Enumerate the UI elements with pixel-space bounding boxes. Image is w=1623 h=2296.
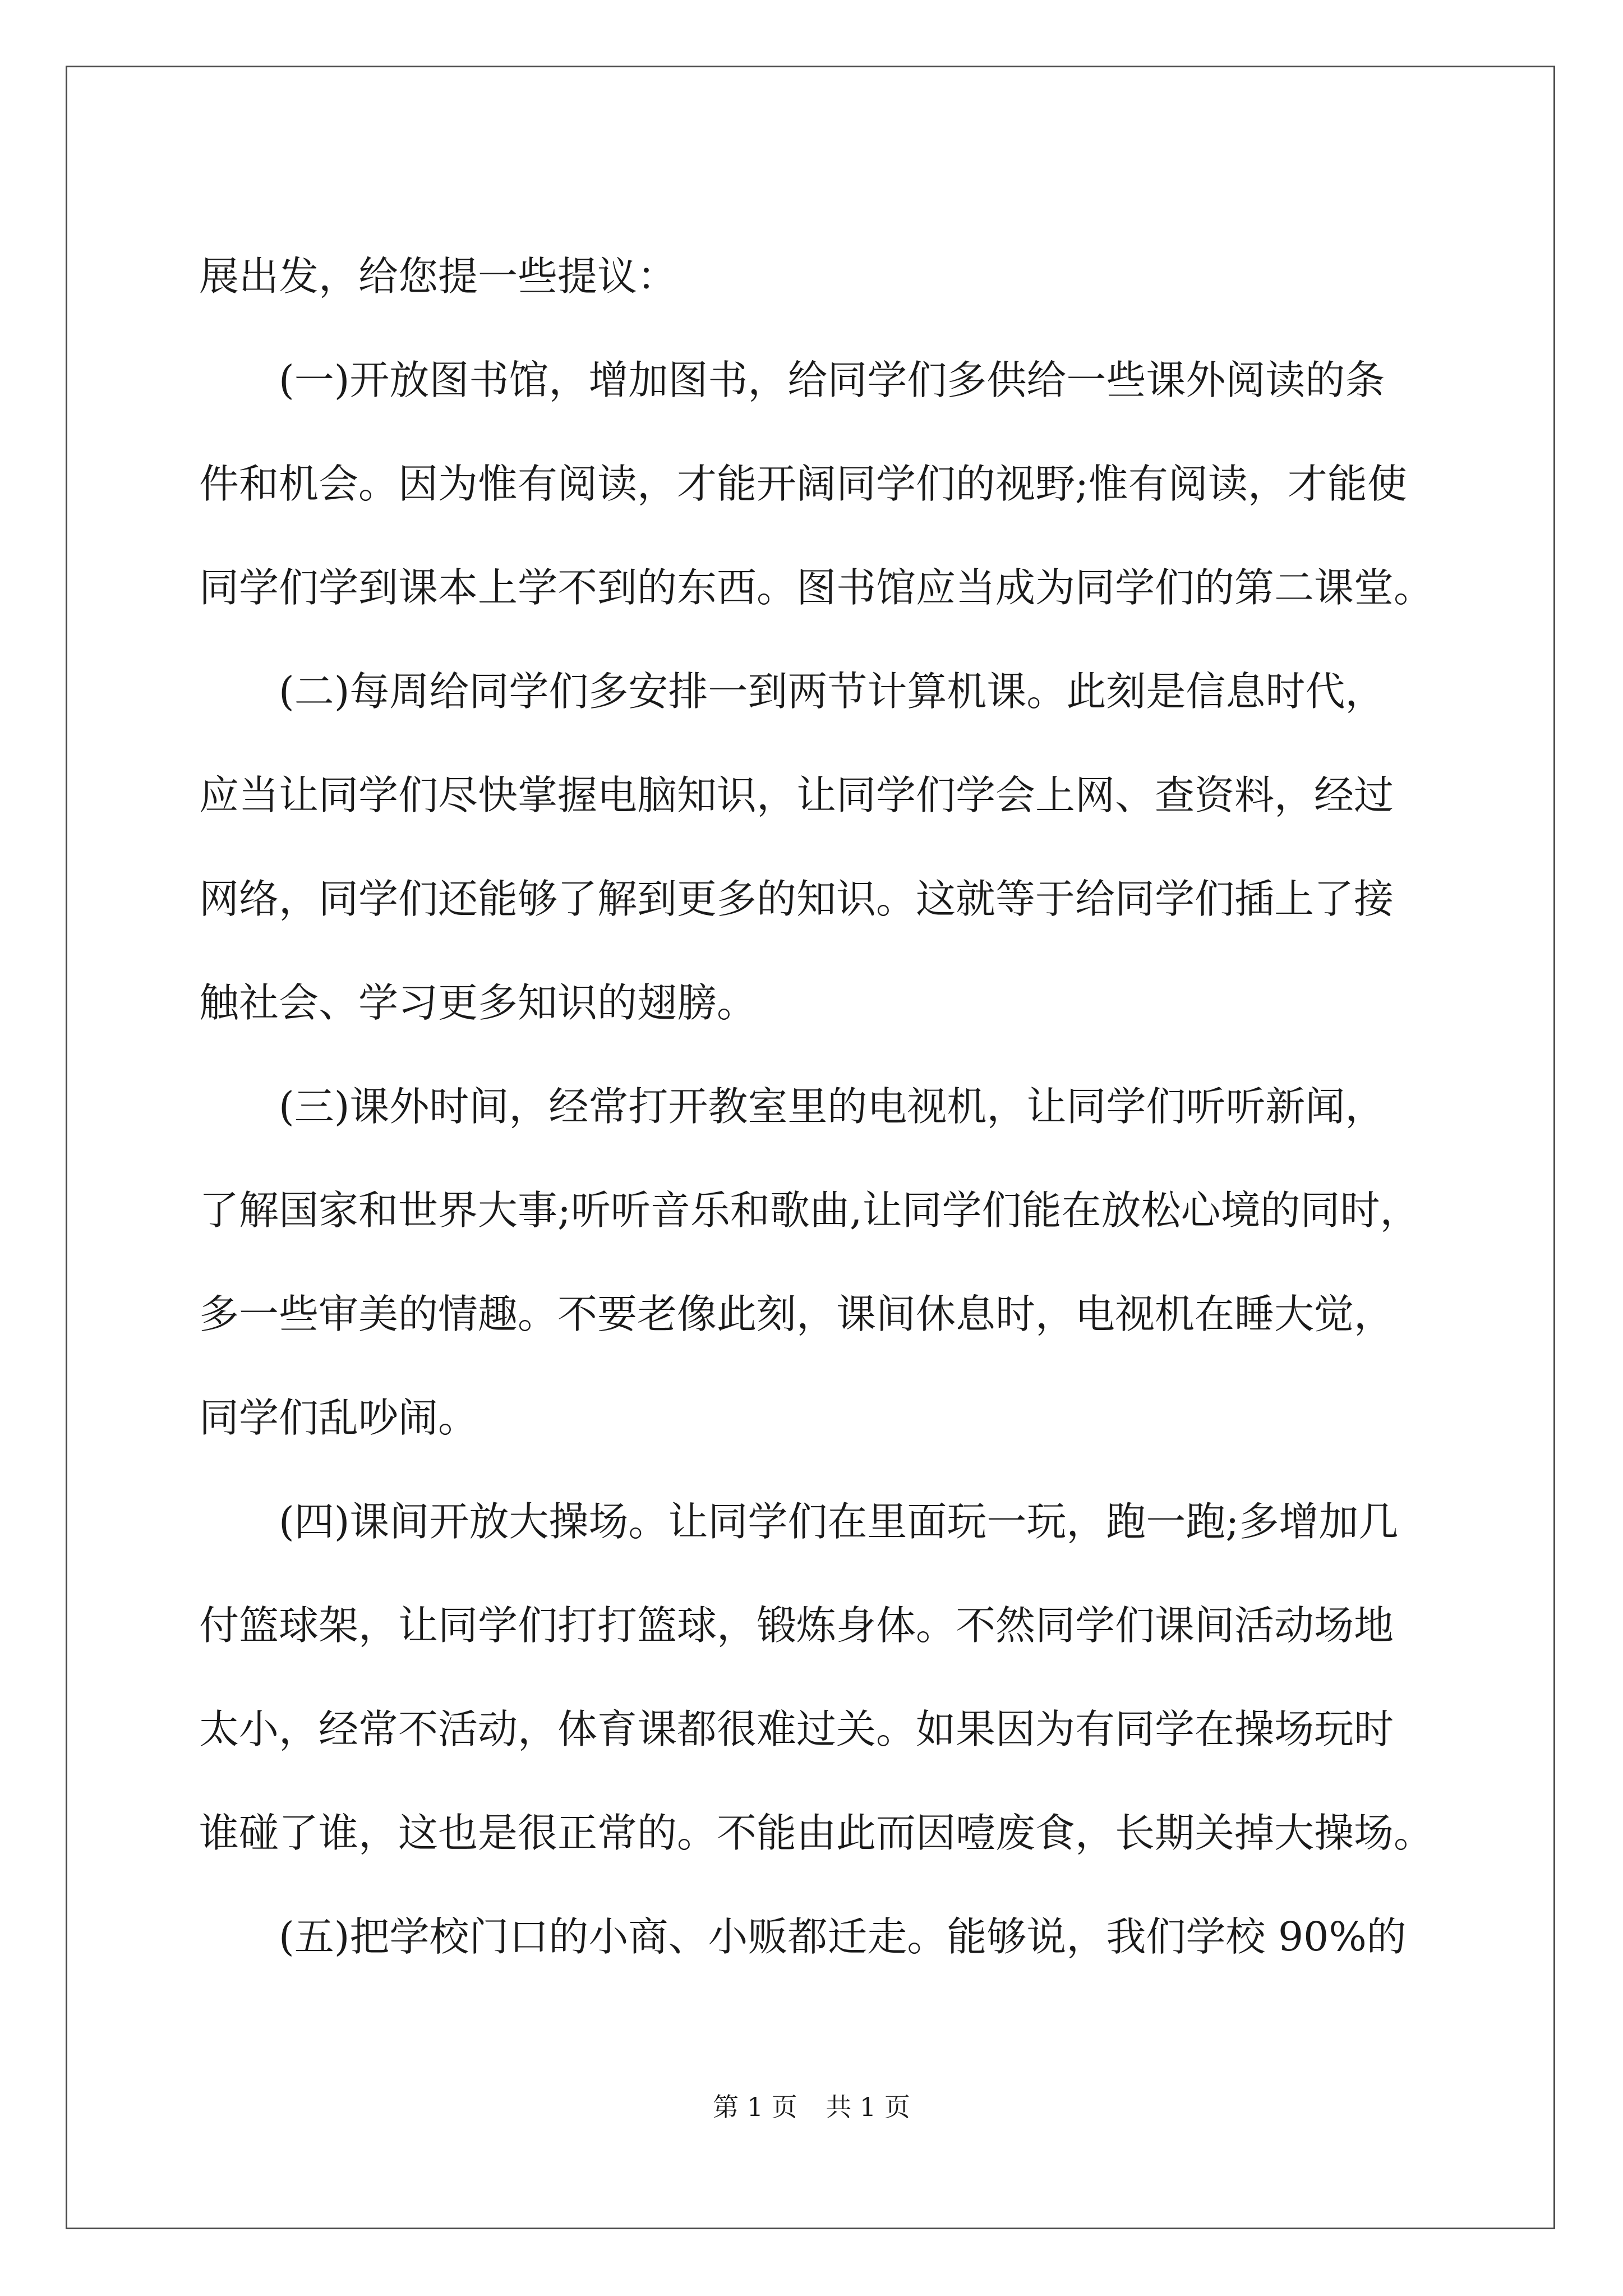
page-footer [0,2087,1623,2124]
text-line: 同学们乱吵闹。 [199,1395,478,1441]
text-line: 了解国家和世界大事;听听音乐和歌曲,让同学们能在放松心境的同时， [199,1187,1420,1234]
document-body [199,224,1455,1989]
page-number: 第 1 页 [713,2092,797,2122]
text-line: 付篮球架，让同学们打打篮球，锻炼身体。不然同学们课间活动场地 [199,1602,1394,1649]
text-line: 同学们学到课本上学不到的东西。图书馆应当成为同学们的第二课堂。 [199,564,1434,611]
text-line: (五)把学校门口的小商、小贩都迁走。能够说，我们学校 90%的 [279,1913,1407,1960]
text-line: (二)每周给同学们多安排一到两节计算机课。此刻是信息时代， [279,668,1385,715]
text-line: 太小，经常不活动，体育课都很难过关。如果因为有同学在操场玩时 [199,1706,1394,1752]
text-line: (四)课间开放大操场。让同学们在里面玩一玩，跑一跑;多增加几 [279,1498,1399,1545]
text-line: 件和机会。因为惟有阅读，才能开阔同学们的视野;惟有阅读，才能使 [199,461,1407,507]
text-line: (一)开放图书馆，增加图书，给同学们多供给一些课外阅读的条 [279,357,1385,403]
text-line: 谁碰了谁，这也是很正常的。不能由此而因噎废食，长期关掉大操场。 [199,1810,1434,1856]
text-line: (三)课外时间，经常打开教室里的电视机，让同学们听听新闻， [279,1083,1385,1130]
page-total: 共 1 页 [826,2092,910,2122]
text-line: 触社会、学习更多知识的翅膀。 [199,979,757,1026]
text-line: 展出发，给您提一些提议： [199,253,677,300]
text-line: 应当让同学们尽快掌握电脑知识，让同学们学会上网、查资料，经过 [199,772,1394,818]
text-line: 网络，同学们还能够了解到更多的知识。这就等于给同学们插上了接 [199,876,1394,922]
text-line: 多一些审美的情趣。不要老像此刻，课间休息时，电视机在睡大觉， [199,1291,1394,1337]
